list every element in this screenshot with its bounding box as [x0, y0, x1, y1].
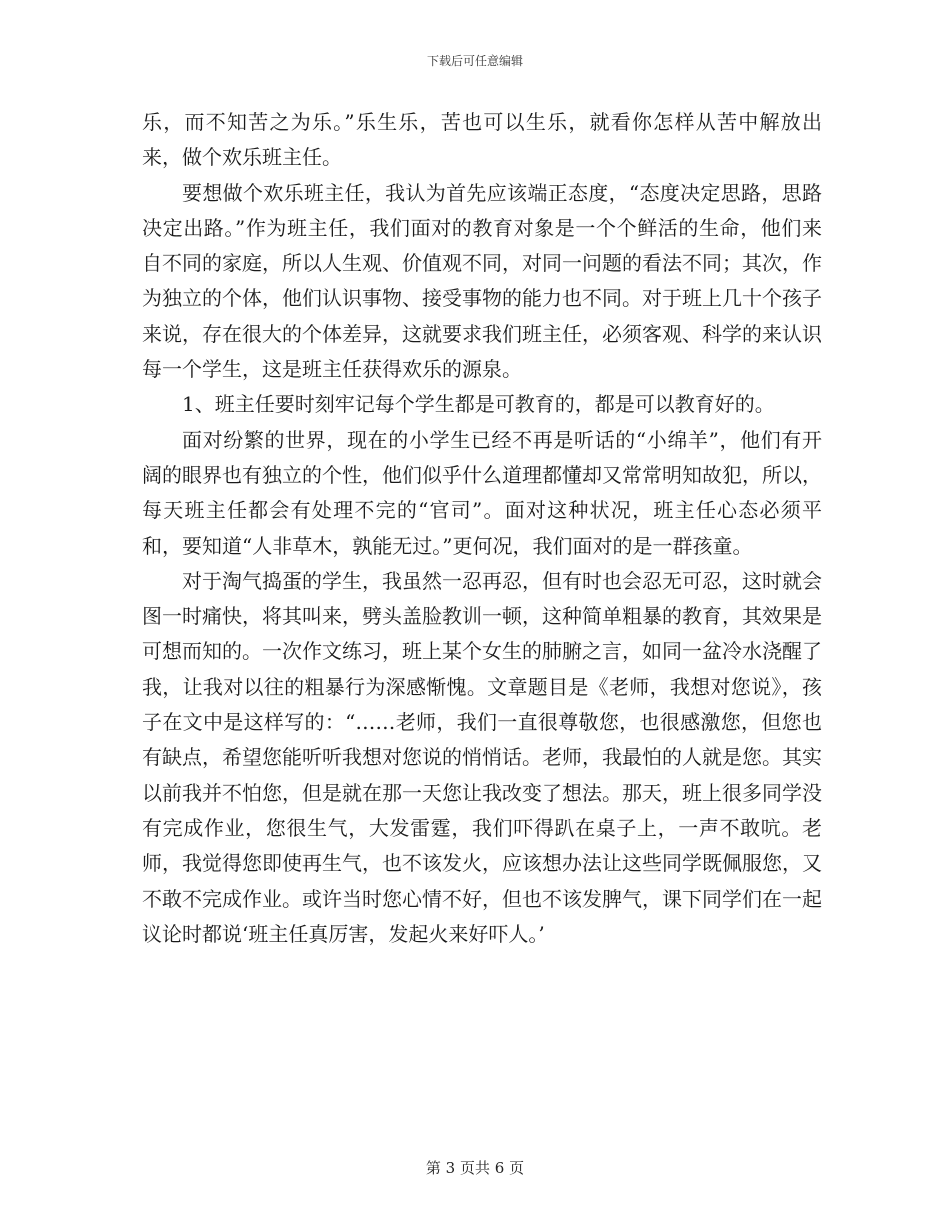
paragraph-4: 面对纷繁的世界，现在的小学生已经不再是听话的“小绵羊”，他们有开阔的眼界也有独立的个性，他们似乎什么道理都懂却又常常明知故犯，所以，每天班主任都会有处理不完的“官司”。面对这种状况，班主任心态必须平和，要知道“人非草木，孰能无过。”更何况，我们面对的是一群孩童。	[142, 427, 822, 558]
paragraph-5: 对于淘气捣蛋的学生，我虽然一忍再忍，但有时也会忍无可忍，这时就会图一时痛快，将其叫来，劈头盖脸教训一顿，这种简单粗暴的教育，其效果是可想而知的。一次作文练习，班上某个女生的肺腑之言，如同一盆冷水浇醒了我，让我对以往的粗暴行为深感惭愧。文章题目是《老师，我想对您说》，孩子在文中是这样写的：“……老师，我们一直很尊敬您，也很感激您，但您也有缺点，希望您能听听我想对您说的悄悄话。老师，我最怕的人就是您。其实以前我并不怕您，但是就在那一天您让我改变了想法。那天，班上很多同学没有完成作业，您很生气，大发雷霆，我们吓得趴在桌子上，一声不敢吭。老师，我觉得您即使再生气，也不该发火，应该想办法让这些同学既佩服您，又不敢不完成作业。或许当时您心情不好，但也不该发脾气，课下同学们在一起议论时都说‘班主任真厉害，发起火来好吓人。’	[142, 568, 822, 946]
document-body	[142, 105, 822, 952]
paragraph-2: 要想做个欢乐班主任，我认为首先应该端正态度，“态度决定思路，思路决定出路。”作为班主任，我们面对的教育对象是一个个鲜活的生命，他们来自不同的家庭，所以人生观、价值观不同，对同一问题的看法不同；其次，作为独立的个体，他们认识事物、接受事物的能力也不同。对于班上几十个孩子来说，存在很大的个体差异，这就要求我们班主任，必须客观、科学的来认识每一个学生，这是班主任获得欢乐的源泉。	[142, 180, 822, 382]
page-header: 下载后可任意编辑	[426, 54, 523, 68]
paragraph-1: 乐，而不知苦之为乐。”乐生乐，苦也可以生乐，就看你怎样从苦中解放出来，做个欢乐班主任。	[142, 110, 822, 170]
page-number-footer: 第 3 页共 6 页	[425, 1159, 525, 1177]
paragraph-3-heading: 1、班主任要时刻牢记每个学生都是可教育的，都是可以教育好的。	[182, 392, 775, 417]
